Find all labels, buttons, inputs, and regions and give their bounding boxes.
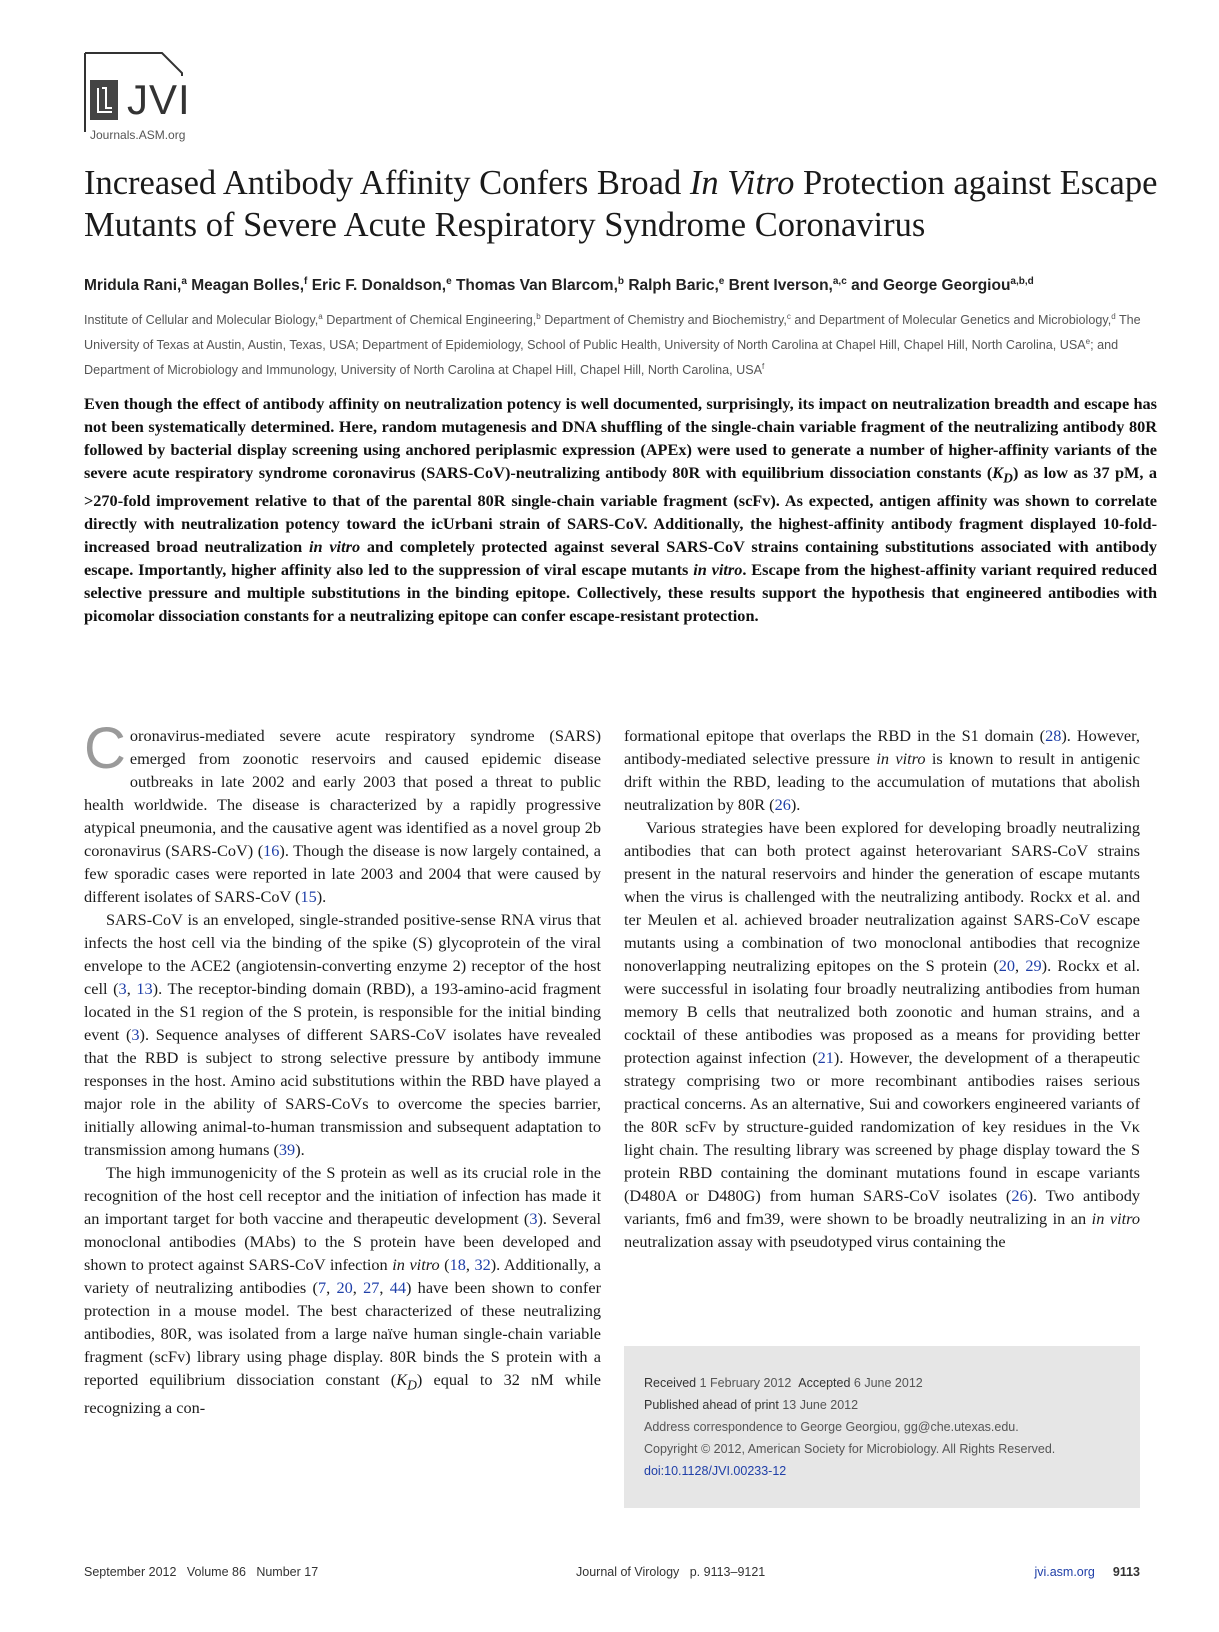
abstract: Even though the effect of antibody affinity on neutralization potency is well documented, surprisingly, its impact on neutralization breadth and escape has not been systematically determined. Here, random mutagenesis and DNA shuffling of the single-chain variable fragment of the neutralizing antibody 80R followed by bacterial display screening using anchored periplasmic expression (APEx) were used to generate a number of higher-affinity variants of the severe acute respiratory syndrome coronavirus (SARS-CoV)-neutralizing antibody 80R with equilibrium dissociation constants $(K_D)$ as low as 37 pM, a >270-fold improvement relative to that of the parental 80R single-chain variable fragment (scFv). As expected, antigen affinity was shown to correlate directly with neutralization potency toward the icUrbani strain of SARS-CoV. Additionally, the highest-affinity antibody fragment displayed 10-fold-increased broad neutralization in vitro and completely protected against several SARS-CoV strains containing substitutions associated with antibody escape. Importantly, higher affinity also led to the suppression of viral escape mutants in vitro. Escape from the highest-affinity variant required reduced selective pressure and multiple substitutions in the binding epitope. Collectively, these results support the hypothesis that engineered antibodies with picomolar dissociation constants for a neutralizing epitope can confer escape-resistant protection. [84,394,1158,626]
citation-link[interactable]: 3 [118,979,127,998]
footer-right [1034,1565,1140,1579]
author: Thomas Van Blarcom, [455,277,618,295]
citation-link[interactable]: 3 [529,1209,538,1228]
doi-link[interactable]: doi:10.1128/JVI.00233-12 [644,1464,787,1478]
author: Brent Iverson, [728,277,833,295]
author: and George Georgiou [851,277,1011,295]
body-paragraph: Various strategies have been explored for developing broadly neutralizing antibodies that can both protect against heterovariant SARS-CoV strains present in the natural reservoirs and hinder the generation of escape mutants when the virus is challenged with the neutralizing antibody. Rockx et al. and ter Meulen et al. achieved broader neutralization against SARS-CoV escape mutants using a combination of two monoclonal antibodies that recognize nonoverlapping neutralizing epitopes on the S protein (20, 29). Rockx et al. were successful in isolating four broadly neutralizing antibodies from human memory B cells that neutralized both zoonotic and human strains, and a cocktail of these antibodies was proposed as a means for providing better protection against infection (21). However, the development of a therapeutic strategy comprising two or more recombinant antibodies raises serious practical concerns. As an alternative, Sui and coworkers engineered variants of the 80R scFv by structure-guided randomization of key residues in the Vκ light chain. The resulting library was screened by phage display toward the S protein RBD containing the dominant mutations found in escape variants (D480A or D480G) from human SARS-CoV isolates (26). Two antibody variants, fm6 and fm39, were shown to be broadly neutralizing in an in vitro neutralization assay with pseudotyped virus containing the [624,818,1140,1251]
citation-link[interactable]: 3 [131,1025,140,1044]
body-paragraph: SARS-CoV is an enveloped, single-stranded positive-sense RNA virus that infects the host cell via the binding of the spike (S) glycoprotein of the viral envelope to the ACE2 (angiotensin-converting enzyme 2) receptor of the host cell (3, 13). The receptor-binding domain (RBD), a 193-amino-acid fragment located in the S1 region of the S protein, is responsible for the initial binding event (3). Sequence analyses of different SARS-CoV isolates have revealed that the RBD is subject to strong selective pressure by antibody immune responses in the host. Amino acid substitutions within the RBD have played a major role in the ability of SARS-CoVs to overcome the species barrier, initially allowing animal-to-human transmission and subsequent adaptation to transmission among humans (39). [84,910,601,1159]
article-title: Increased Antibody Affinity Confers Broad In Vitro Protection against Escape Mutants of Severe Acute Respiratory Syndrome Coronavirus [84,164,1158,244]
correspondence: Address correspondence to George Georgiou, gg@che.utexas.edu. [644,1420,1019,1434]
issue-info: September 2012 Volume 86 Number 17 [84,1565,319,1579]
copyright: Copyright © 2012, American Society for Microbiology. All Rights Reserved. [644,1442,1056,1456]
citation-link[interactable]: 20 [336,1278,353,1297]
citation-link[interactable]: 21 [817,1048,834,1067]
citation-link[interactable]: 39 [278,1140,296,1159]
body-paragraph: formational epitope that overlaps the RBD in the S1 domain (28). However, antibody-mediated selective pressure in vitro is known to result in antigenic drift within the RBD, leading to the accumulation of mutations that abolish neutralization by 80R (26). [624,726,1140,814]
author-list: Mridula Rani,$^a$ Meagan Bolles,$^f$ Eric F. Donaldson,$^e$ Thomas Van Blarcom,$^b$ Ralph Baric,$^e$ Brent Iverson,$^{a,c}$ and George Georgiou$^{a,b,d}$ [84,276,1034,295]
citation-link[interactable]: 16 [263,841,280,860]
author: Mridula Rani, [84,277,182,295]
dates-line: Received 1 February 2012 Accepted 6 June 2012 [644,1376,923,1390]
citation-link[interactable]: 7 [317,1278,327,1297]
journal-logo [84,52,194,144]
drop-cap: C [84,716,126,781]
article-info-box [624,1346,1140,1508]
citation-link[interactable]: 26 [774,795,791,814]
journal-pages: Journal of Virology p. 9113–9121 [576,1565,766,1579]
journal-site[interactable]: Journals.ASM.org [90,128,186,142]
citation-link[interactable]: 15 [300,887,317,906]
citation-link[interactable]: 29 [1025,956,1042,975]
body-paragraph: The high immunogenicity of the S protein as well as its crucial role in the recognition of the host cell receptor and the initiation of infection has made it an important target for both vaccine and therapeutic development (3). Several monoclonal antibodies (MAbs) to the S protein have been developed and shown to protect against SARS-CoV infection in vitro (18, 32). Additionally, a variety of neutralizing antibodies (7, 20, 27, 44) have been shown to confer protection in a mouse model. The best characterized of these neutralizing antibodies, 80R, was isolated from a large naïve human single-chain variable fragment (scFv) library using phage display. 80R binds the S protein with a reported equilibrium dissociation constant $(K_D)$ equal to 32 nM while recognizing a con- [84,1163,602,1418]
journal-logo-text: JVI [127,76,191,123]
citation-link[interactable]: 28 [1045,726,1062,745]
published-line: Published ahead of print 13 June 2012 [644,1398,859,1412]
page-number: 9113 [1112,1565,1140,1579]
citation-link[interactable]: 18 [449,1255,466,1274]
author: Meagan Bolles, [191,277,305,295]
citation-link[interactable]: 44 [389,1278,406,1297]
body-column-right [624,724,1140,1253]
author: Eric F. Donaldson, [311,277,447,295]
citation-link[interactable]: 26 [1011,1186,1028,1205]
author: Ralph Baric, [628,277,719,295]
affiliations: Institute of Cellular and Molecular Biology,$^a$ Department of Chemical Engineering,$^b$ Department of Chemistry and Biochemistry,$^c$ and Department of Molecular Genetics and Microbiology,$^d$ The University of Texas at Austin, Austin, Texas, USA; Department of Epidemiology, School of Public Health, University of North Carolina at Chapel Hill, Chapel Hill, North Carolina, USA$^e$; and Department of Microbiology and Immunology, University of North Carolina at Chapel Hill, Chapel Hill, North Carolina, USA$^f$ [84,312,1141,378]
body-paragraph: Coronavirus-mediated severe acute respiratory syndrome (SARS) emerged from zoonotic reservoirs and caused epidemic disease outbreaks in late 2002 and early 2003 that posed a threat to public health worldwide. The disease is characterized by a rapidly progressive atypical pneumonia, and the causative agent was identified as a novel group 2b coronavirus (SARS-CoV) (16). Though the disease is now largely contained, a few sporadic cases were reported in late 2003 and 2004 that were caused by different isolates of SARS-CoV (15). [84,716,601,906]
citation-link[interactable]: 20 [998,956,1016,975]
citation-link[interactable]: 32 [474,1255,491,1274]
body-column-left [84,716,602,1419]
citation-link[interactable]: 27 [363,1278,380,1297]
citation-link[interactable]: 13 [136,979,153,998]
journal-website-link[interactable]: jvi.asm.org [1034,1565,1095,1579]
